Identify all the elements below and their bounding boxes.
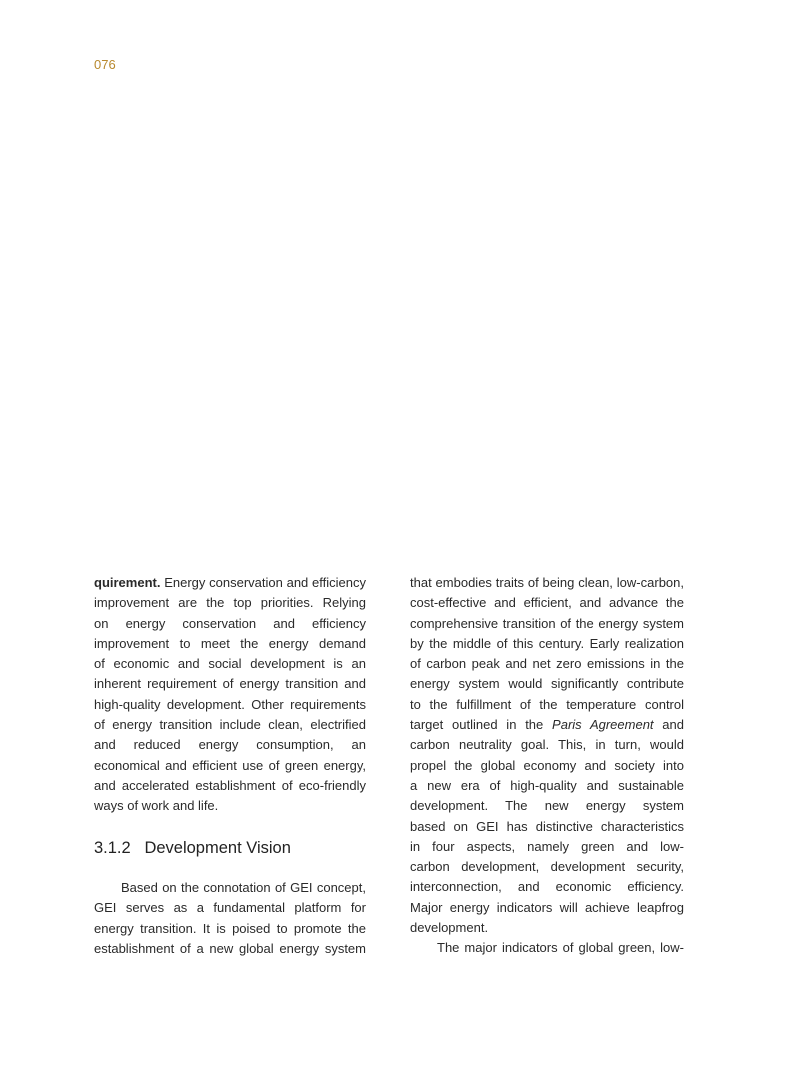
text-line: to the fulfillment of the temperature control [410,696,684,712]
text-line: carbon neutrality goal. This, in turn, would [410,737,684,753]
text-line: Based on the connotation of GEI concept, [121,880,366,895]
text-line [94,573,366,593]
text-line: cost-effective and efficient, and advance the [410,595,684,611]
text-line: of economic and social development is an [94,656,366,672]
text-line: by the middle of this century. Early realization [410,635,684,651]
text-line: improvement are the top priorities. Relying [94,595,366,611]
text-span: and [653,717,685,733]
text-span: Energy conservation and efficiency [160,575,366,590]
text-span: target outlined in the [410,717,553,733]
text-line: of carbon peak and net zero emissions in the [410,656,684,672]
text-line: and reduced energy consumption, an [94,737,366,753]
text-line: ways of work and life. [94,798,219,814]
text-line: that embodies traits of being clean, low-carbon, [410,575,684,590]
text-line: propel the global economy and society into [410,757,684,773]
text-line: on energy conservation and efficiency [94,615,366,631]
text-line: of energy transition include clean, electrified [94,717,366,733]
text-line: establishment of a new global energy system [94,940,366,956]
document-title-italic: Paris Agreement [552,717,654,733]
text-line: high-quality development. Other requirements [94,696,366,712]
left-column [94,573,366,817]
text-line: and accelerated establishment of eco-friendly [94,777,366,793]
text-line: in four aspects, namely green and low- [410,838,684,854]
lead-bold: quirement. [94,575,161,590]
text-line: inherent requirement of energy transition and [94,676,366,692]
section-heading: 3.1.2 Development Vision [94,839,291,857]
text-line: energy system would significantly contribute [410,676,684,692]
text-line: improvement to meet the energy demand [94,635,366,651]
text-line: based on GEI has distinctive characteristics [410,818,684,834]
text-line: comprehensive transition of the energy system [410,615,684,631]
right-column [410,573,684,959]
text-line: development. [410,920,489,936]
text-line: interconnection, and economic efficiency. [410,879,684,895]
text-line: economical and efficient use of green energy, [94,757,366,773]
paragraph [94,878,366,959]
text-line: GEI serves as a fundamental platform for [94,900,366,916]
text-line: Major energy indicators will achieve leapfrog [410,899,684,915]
text-line: carbon development, development security, [410,859,684,875]
text-line [410,715,684,735]
text-line: a new era of high-quality and sustainable [410,777,684,793]
text-line: development. The new energy system [410,798,684,814]
text-line: energy transition. It is poised to promote the [94,920,366,936]
text-line: The major indicators of global green, low- [437,940,684,956]
page-number: 076 [94,57,116,72]
